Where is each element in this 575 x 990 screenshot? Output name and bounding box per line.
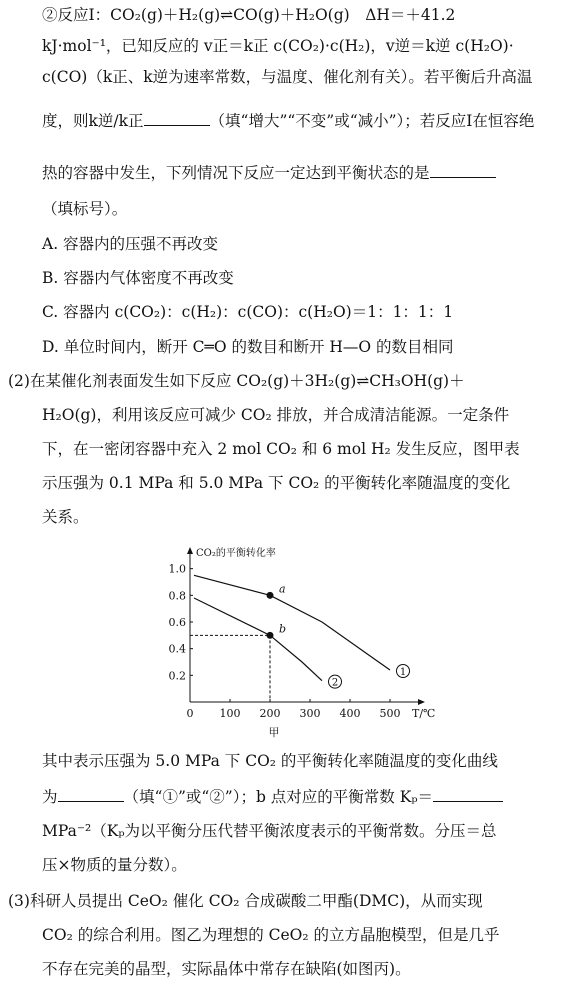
line-4-before: 度，则k逆/k正 — [42, 112, 144, 130]
line-q2-7 — [42, 786, 503, 808]
line-q3-2: CO₂ 的综合利用。图乙为理想的 CeO₂ 的立方晶胞模型，但是几乎 — [42, 926, 500, 944]
line-4-after: （填“增大”“不变”或“减小”）；若反应Ⅰ在恒容绝 — [209, 112, 535, 130]
line-4 — [42, 110, 534, 132]
x-axis-label: T/℃ — [412, 707, 436, 720]
series-label-2: 2 — [331, 677, 339, 689]
line-q2-7-after: （填“①”或“②”）；b 点对应的平衡常数 Kₚ＝ — [123, 788, 434, 806]
x-tick-label: 400 — [339, 707, 361, 720]
option-a: A. 容器内的压强不再改变 — [42, 235, 219, 253]
answer-blank-1[interactable] — [144, 111, 210, 126]
option-d: D. 单位时间内，断开 C═O 的数目和断开 H—O 的数目相同 — [42, 338, 454, 356]
conversion-chart — [168, 540, 438, 740]
point-label-b: b — [279, 622, 287, 636]
line-1: ②反应Ⅰ：CO₂(g)＋H₂(g)⇌CO(g)＋H₂O(g) ΔH＝＋41.2 — [42, 6, 456, 24]
line-q2-4: 示压强为 0.1 MPa 和 5.0 MPa 下 CO₂ 的平衡转化率随温度的变化 — [42, 474, 511, 492]
chart-caption: 甲 — [268, 726, 280, 739]
y-tick-label: 0.4 — [168, 642, 186, 656]
line-q2-5: 关系。 — [42, 508, 89, 526]
line-q2-3: 下，在一密闭容器中充入 2 mol CO₂ 和 6 mol H₂ 发生反应，图甲表 — [42, 440, 520, 458]
point-label-a: a — [279, 582, 286, 596]
x-tick-label: 500 — [379, 707, 401, 720]
y-tick-label: 0.8 — [168, 589, 186, 603]
option-b: B. 容器内气体密度不再改变 — [42, 269, 234, 287]
option-c: C. 容器内 c(CO₂)：c(H₂)：c(CO)：c(H₂O)＝1：1：1：1 — [42, 303, 454, 321]
line-q3-1: (3)科研人员提出 CeO₂ 催化 CO₂ 合成碳酸二甲酯(DMC)，从而实现 — [8, 892, 483, 910]
line-6: （填标号）。 — [42, 200, 128, 218]
series-line-1 — [194, 575, 390, 670]
line-q3-3: 不存在完美的晶型，实际晶体中常存在缺陷(如图丙)。 — [42, 960, 411, 978]
series-label-1: 1 — [399, 667, 407, 678]
y-axis-label: CO₂的平衡转化率 — [196, 548, 276, 559]
y-axis-arrow — [187, 547, 193, 554]
y-tick-label: 0.6 — [168, 616, 186, 629]
point-b — [267, 632, 274, 639]
x-tick-label: 100 — [219, 707, 241, 720]
line-q2-1: (2)在某催化剂表面发生如下反应 CO₂(g)＋3H₂(g)⇌CH₃OH(g)＋ — [8, 372, 465, 390]
answer-blank-4[interactable] — [433, 787, 503, 802]
line-q2-6: 其中表示压强为 5.0 MPa 下 CO₂ 的平衡转化率随温度的变化曲线 — [42, 752, 498, 770]
line-3: c(CO)（k正、k逆为速率常数，与温度、催化剂有关）。若平衡后升高温 — [42, 68, 533, 86]
line-5-text: 热的容器中发生，下列情况下反应一定达到平衡状态的是 — [42, 164, 430, 182]
x-tick-label: 300 — [299, 707, 321, 720]
answer-blank-3[interactable] — [58, 787, 124, 802]
x-tick-label: 0 — [186, 707, 194, 720]
x-tick-label: 200 — [259, 707, 281, 720]
line-q2-9: 压×物质的量分数）。 — [42, 856, 187, 874]
line-2: kJ·mol⁻¹，已知反应的 v正＝k正 c(CO₂)·c(H₂)，v逆＝k逆 c(H₂O)· — [42, 37, 514, 55]
line-q2-7-before: 为 — [42, 788, 58, 806]
y-tick-label: 1.0 — [168, 562, 186, 576]
x-axis-arrow — [418, 699, 425, 705]
chart-svg — [168, 540, 438, 740]
line-q2-8: MPa⁻²（Kₚ为以平衡分压代替平衡浓度表示的平衡常数。分压＝总 — [42, 822, 497, 840]
y-tick-label: 0.2 — [168, 669, 186, 683]
line-5 — [42, 162, 496, 184]
answer-blank-2[interactable] — [430, 163, 496, 178]
point-a — [267, 592, 274, 599]
line-q2-2: H₂O(g)，利用该反应可减少 CO₂ 排放，并合成清洁能源。一定条件 — [42, 406, 510, 424]
series-line-2 — [194, 598, 322, 681]
